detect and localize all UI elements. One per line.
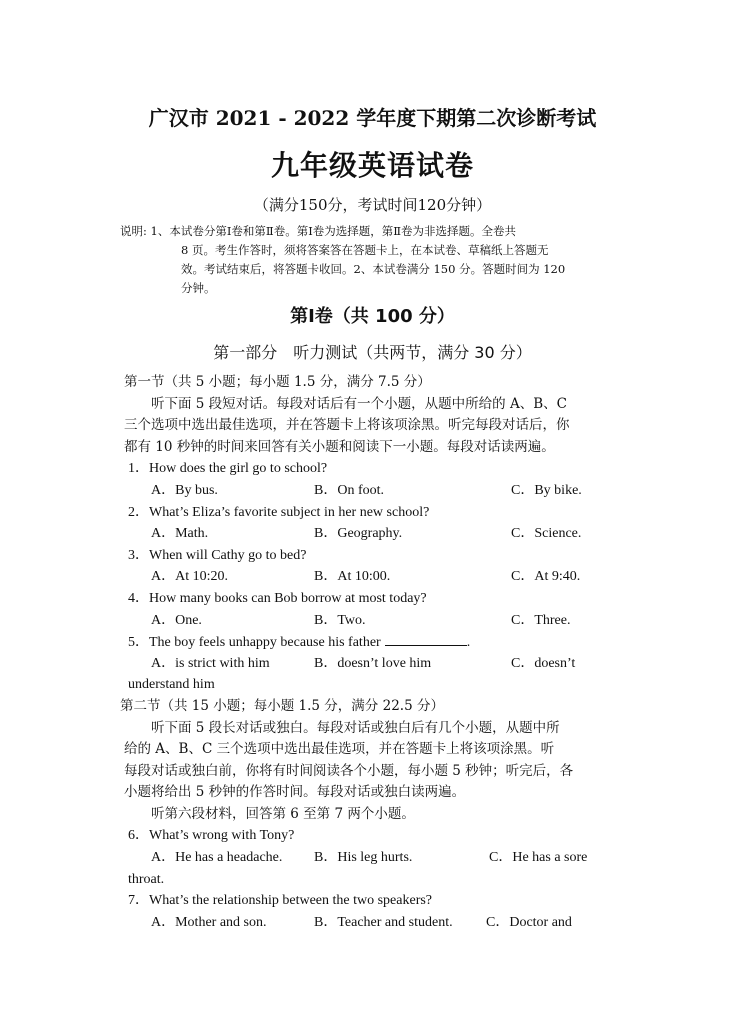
option-b: B．Geography. <box>314 526 403 542</box>
question-2-options <box>124 523 644 545</box>
exam-title: 九年级英语试卷 <box>270 149 474 182</box>
section2-instruction: 每段对话或独白前，你将有时间阅读各个小题，每小题 5 秒钟；听完后，各 <box>124 762 574 779</box>
notes-line: 效。考试结束后，将答题卡收回。2、本试卷满分 150 分。答题时间为 120 <box>181 262 566 276</box>
option-a: A．At 10:20. <box>151 569 228 585</box>
exam-notes <box>120 222 565 298</box>
question-1: 1．How does the girl go to school? <box>128 461 328 477</box>
material-6-instruction: 听第六段材料，回答第 6 至第 7 两个小题。 <box>151 805 415 822</box>
option-b: B．Teacher and student. <box>314 914 453 930</box>
exam-body <box>120 372 644 933</box>
option-a: A．Mother and son. <box>151 914 267 930</box>
option-a: A．He has a headache. <box>151 850 283 866</box>
section2-heading: 第二节（共 15 小题；每小题 1.5 分，满分 22.5 分） <box>120 697 444 714</box>
question-1-options <box>124 480 644 502</box>
question-3-options <box>124 566 644 588</box>
option-a: A．One. <box>151 612 202 628</box>
question-6-options <box>124 847 644 869</box>
option-c: C．At 9:40. <box>511 569 581 585</box>
notes-line: 8 页。考生作答时，须将答案答在答题卡上，在本试卷、草稿纸上答题无 <box>181 243 549 257</box>
option-c: C．Doctor and <box>486 914 572 930</box>
answer-blank <box>385 631 467 646</box>
exam-header-line1: 广汉市 2021 - 2022 学年度下期第二次诊断考试 <box>148 106 597 130</box>
question-5: 5．The boy feels unhappy because his father . <box>124 631 644 653</box>
option-c: C．By bike. <box>511 482 582 498</box>
section1-instruction: 都有 10 秒钟的时间来回答有关小题和阅读下一小题。每段对话读两遍。 <box>124 438 555 455</box>
section1-instruction: 听下面 5 段短对话。每段对话后有一个小题，从题中所给的 A、B、C <box>151 395 567 412</box>
notes-line: 说明: 1、本试卷分第Ⅰ卷和第Ⅱ卷。第Ⅰ卷为选择题，第Ⅱ卷为非选择题。全卷共 <box>120 224 517 238</box>
option-a: A．Math. <box>151 526 209 542</box>
option-c: C．Science. <box>511 526 582 542</box>
option-b: B．At 10:00. <box>314 569 391 585</box>
question-2: 2．What’s Eliza’s favorite subject in her new school? <box>128 504 430 520</box>
question-4-options <box>124 610 644 632</box>
option-a: A．is strict with him <box>151 655 270 671</box>
option-b: B．On foot. <box>314 482 384 498</box>
option-b: B．doesn’t love him <box>314 655 432 671</box>
option-c: C．doesn’t <box>511 655 576 671</box>
section-title: 第Ⅰ卷（共 100 分） <box>290 306 455 327</box>
part-title: 第一部分 听力测试（共两节，满分 30 分） <box>213 343 532 362</box>
option-c: C．Three. <box>511 612 571 628</box>
question-7-options <box>124 912 644 934</box>
question-6: 6．What’s wrong with Tony? <box>128 828 295 844</box>
option-a: A．By bus. <box>151 482 218 498</box>
section1-heading: 第一节（共 5 小题；每小题 1.5 分，满分 7.5 分） <box>124 374 431 390</box>
option-continuation: understand him <box>128 677 215 693</box>
section2-instruction: 给的 A、B、C 三个选项中选出最佳选项，并在答题卡上将该项涂黑。听 <box>124 741 555 758</box>
section2-instruction: 听下面 5 段长对话或独白。每段对话或独白后有几个小题，从题中所 <box>151 719 560 736</box>
question-7: 7．What’s the relationship between the two speakers? <box>128 893 433 909</box>
question-5-text: 5．The boy feels unhappy because his father <box>128 635 381 651</box>
section2-instruction: 小题将给出 5 秒钟的作答时间。每段对话或独白读两遍。 <box>124 784 466 801</box>
question-4: 4．How many books can Bob borrow at most today? <box>128 590 427 606</box>
question-3: 3．When will Cathy go to bed? <box>128 547 307 563</box>
option-continuation: throat. <box>128 871 165 887</box>
exam-score-time: （满分150分，考试时间120分钟） <box>253 196 492 214</box>
question-5-options <box>124 653 644 675</box>
option-b: B．Two. <box>314 612 366 628</box>
notes-line: 分钟。 <box>181 281 216 295</box>
option-b: B．His leg hurts. <box>314 850 413 866</box>
section1-instruction: 三个选项中选出最佳选项，并在答题卡上将该项涂黑。听完每段对话后，你 <box>124 417 570 434</box>
option-c: C．He has a sore <box>489 850 588 866</box>
